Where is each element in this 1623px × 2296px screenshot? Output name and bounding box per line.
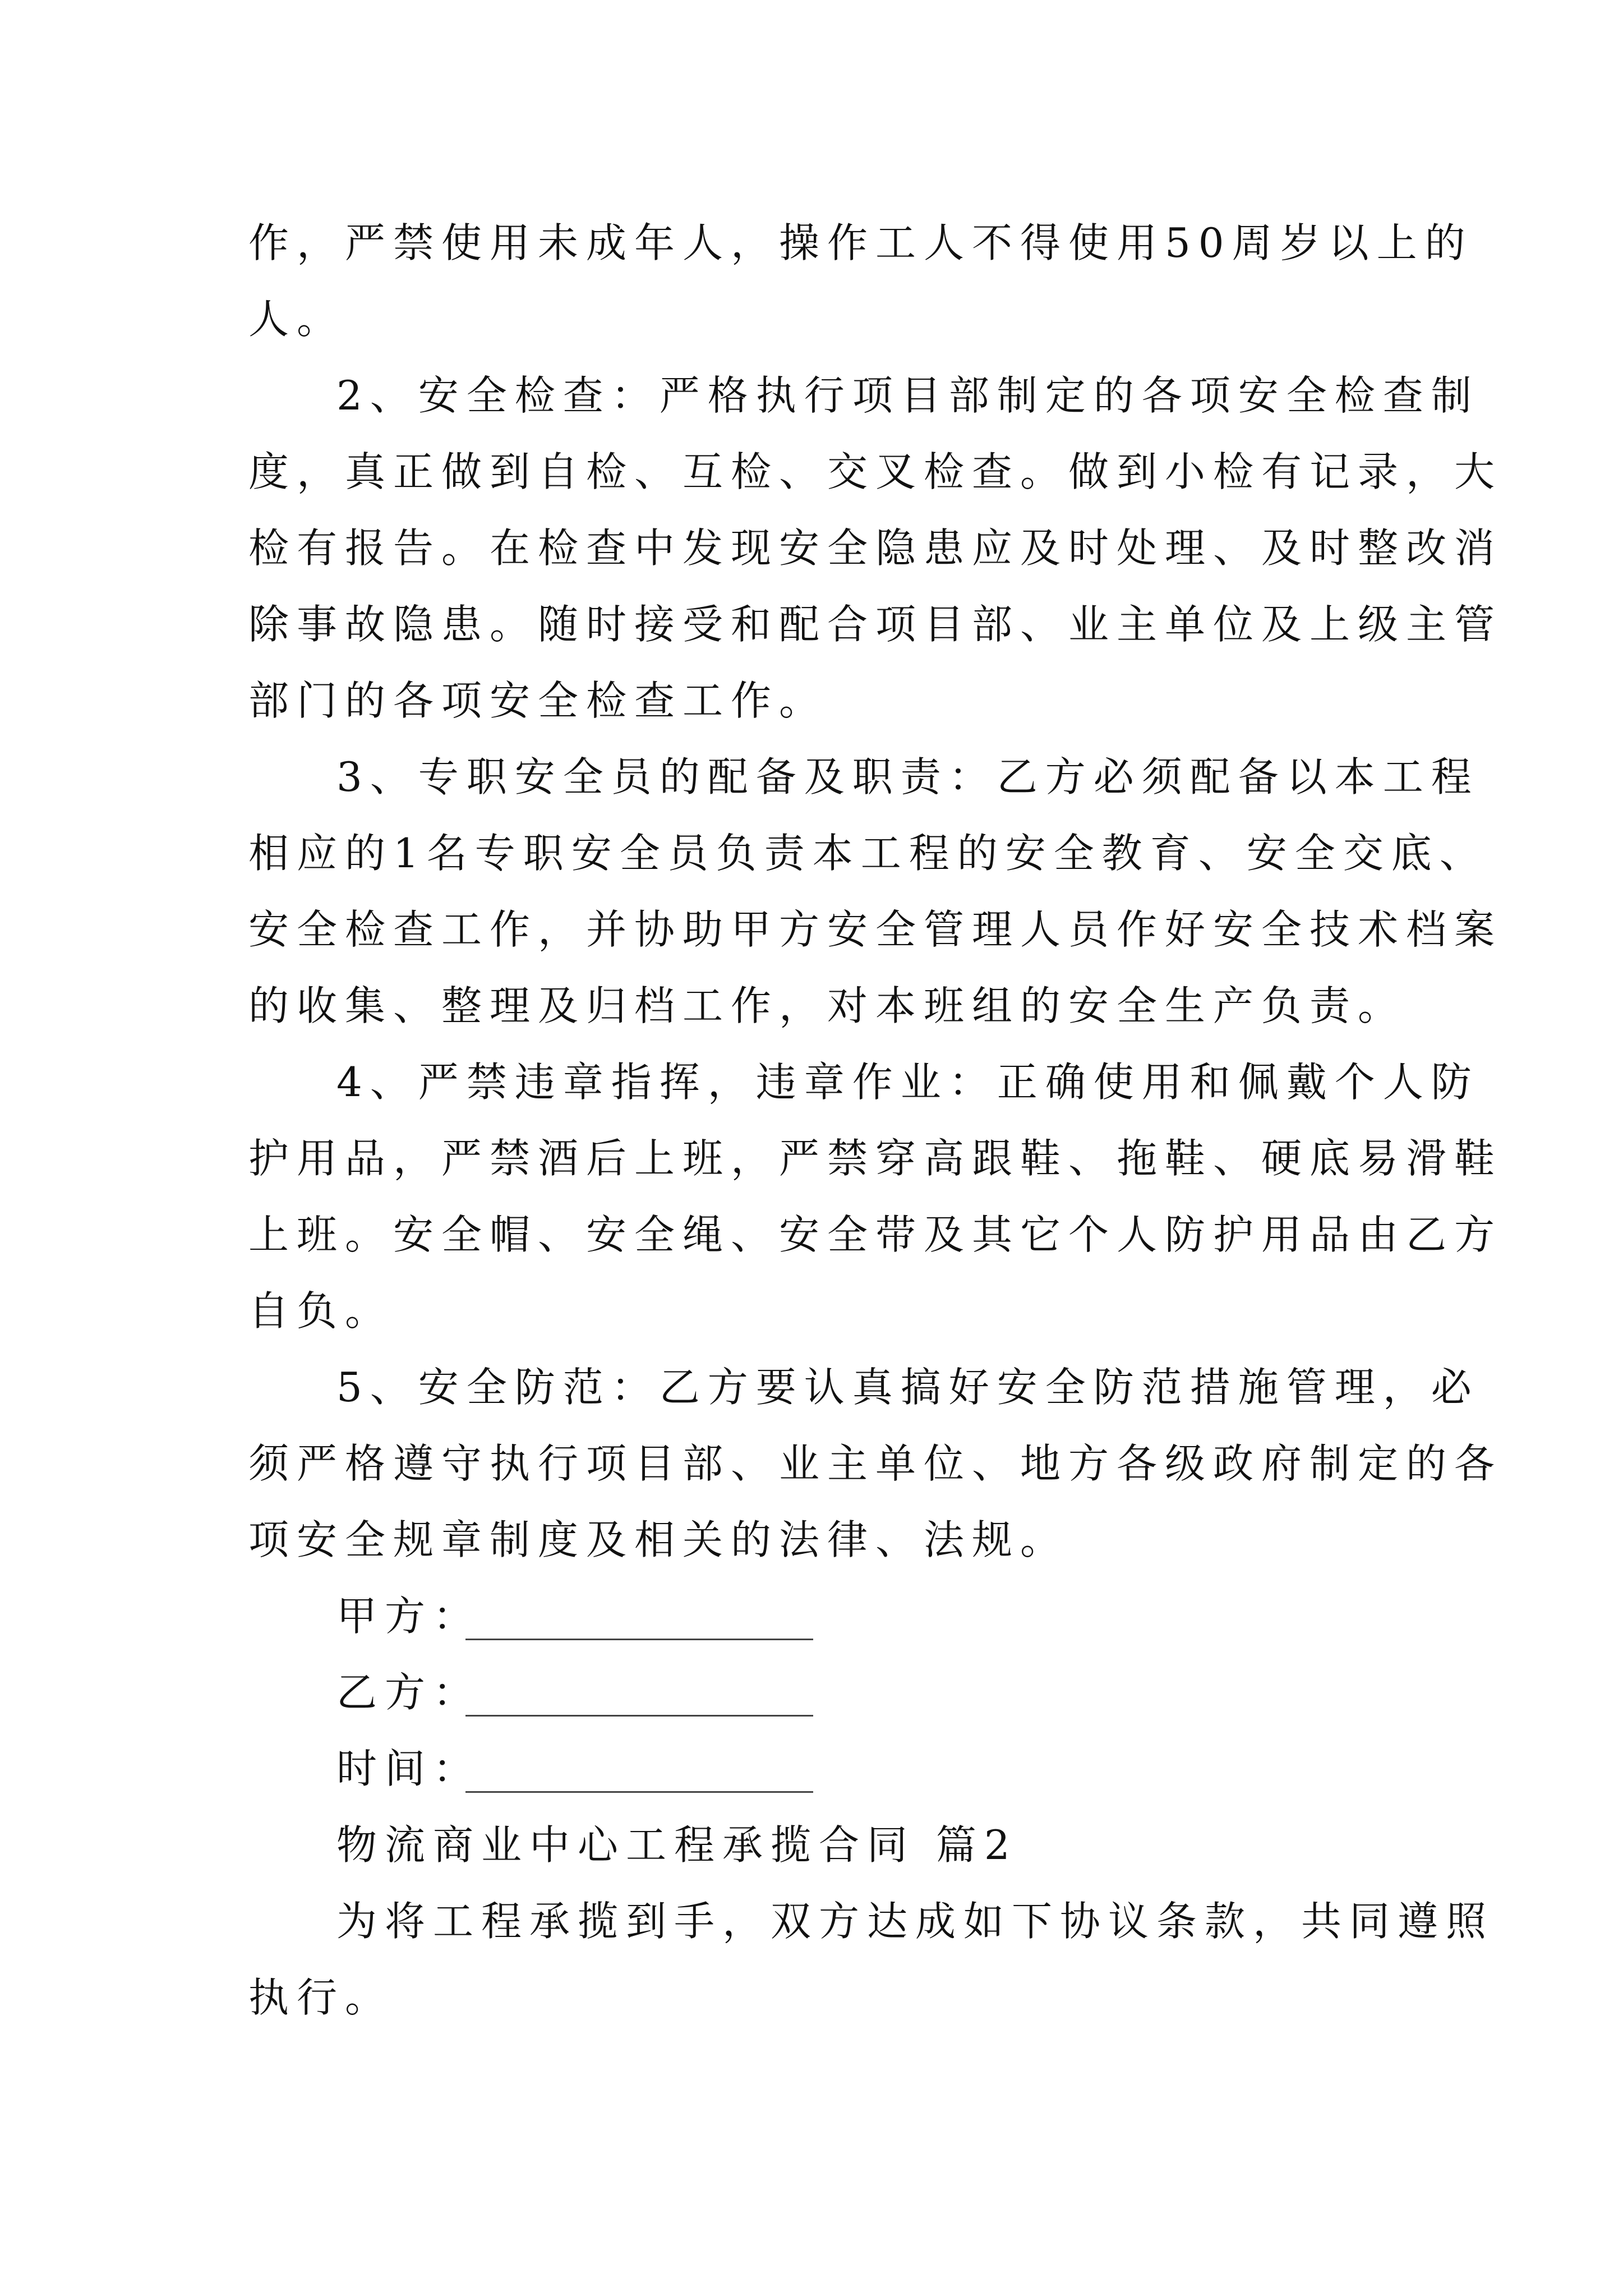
text-line: 4、严禁违章指挥，违章作业：正确使用和佩戴个人防 xyxy=(336,1059,1479,1106)
party-a-label: 甲方： xyxy=(336,1593,482,1640)
text-line: 度，真正做到自检、互检、交叉检查。做到小检有记录，大 xyxy=(248,448,1503,495)
text-line: 检有报告。在检查中发现安全隐患应及时处理、及时整改消 xyxy=(248,524,1503,572)
text-line: 护用品，严禁酒后上班，严禁穿高跟鞋、拖鞋、硬底易滑鞋 xyxy=(248,1135,1503,1182)
text-line: 执行。 xyxy=(248,1974,394,2021)
text-line: 项安全规章制度及相关的法律、法规。 xyxy=(248,1516,1069,1563)
text-line: 相应的1名专职安全员负责本工程的安全教育、安全交底、 xyxy=(248,830,1488,877)
text-line: 除事故隐患。随时接受和配合项目部、业主单位及上级主管 xyxy=(248,601,1503,648)
text-line: 的收集、整理及归档工作，对本班组的安全生产负责。 xyxy=(248,982,1407,1029)
text-line: 安全检查工作，并协助甲方安全管理人员作好安全技术档案 xyxy=(248,906,1503,953)
date-label: 时间： xyxy=(336,1745,482,1792)
party-b-blank-line[interactable] xyxy=(465,1715,813,1717)
date-blank-line[interactable] xyxy=(465,1791,813,1793)
text-line: 上班。安全帽、安全绳、安全带及其它个人防护用品由乙方 xyxy=(248,1211,1503,1258)
text-line: 5、安全防范：乙方要认真搞好安全防范措施管理，必 xyxy=(336,1364,1479,1411)
text-line: 为将工程承揽到手，双方达成如下协议条款，共同遵照 xyxy=(336,1898,1495,1945)
text-line: 作，严禁使用未成年人，操作工人不得使用50周岁以上的 xyxy=(248,219,1473,266)
text-line: 人。 xyxy=(248,296,345,343)
party-a-blank-line[interactable] xyxy=(465,1639,813,1640)
text-line: 2、安全检查：严格执行项目部制定的各项安全检查制 xyxy=(336,372,1479,419)
section-title: 物流商业中心工程承揽合同 篇2 xyxy=(336,1821,1018,1869)
text-line: 自负。 xyxy=(248,1287,394,1335)
text-line: 部门的各项安全检查工作。 xyxy=(248,677,828,724)
text-line: 3、专职安全员的配备及职责：乙方必须配备以本工程 xyxy=(336,753,1479,800)
party-b-label: 乙方： xyxy=(336,1669,482,1716)
text-line: 须严格遵守执行项目部、业主单位、地方各级政府制定的各 xyxy=(248,1440,1503,1487)
